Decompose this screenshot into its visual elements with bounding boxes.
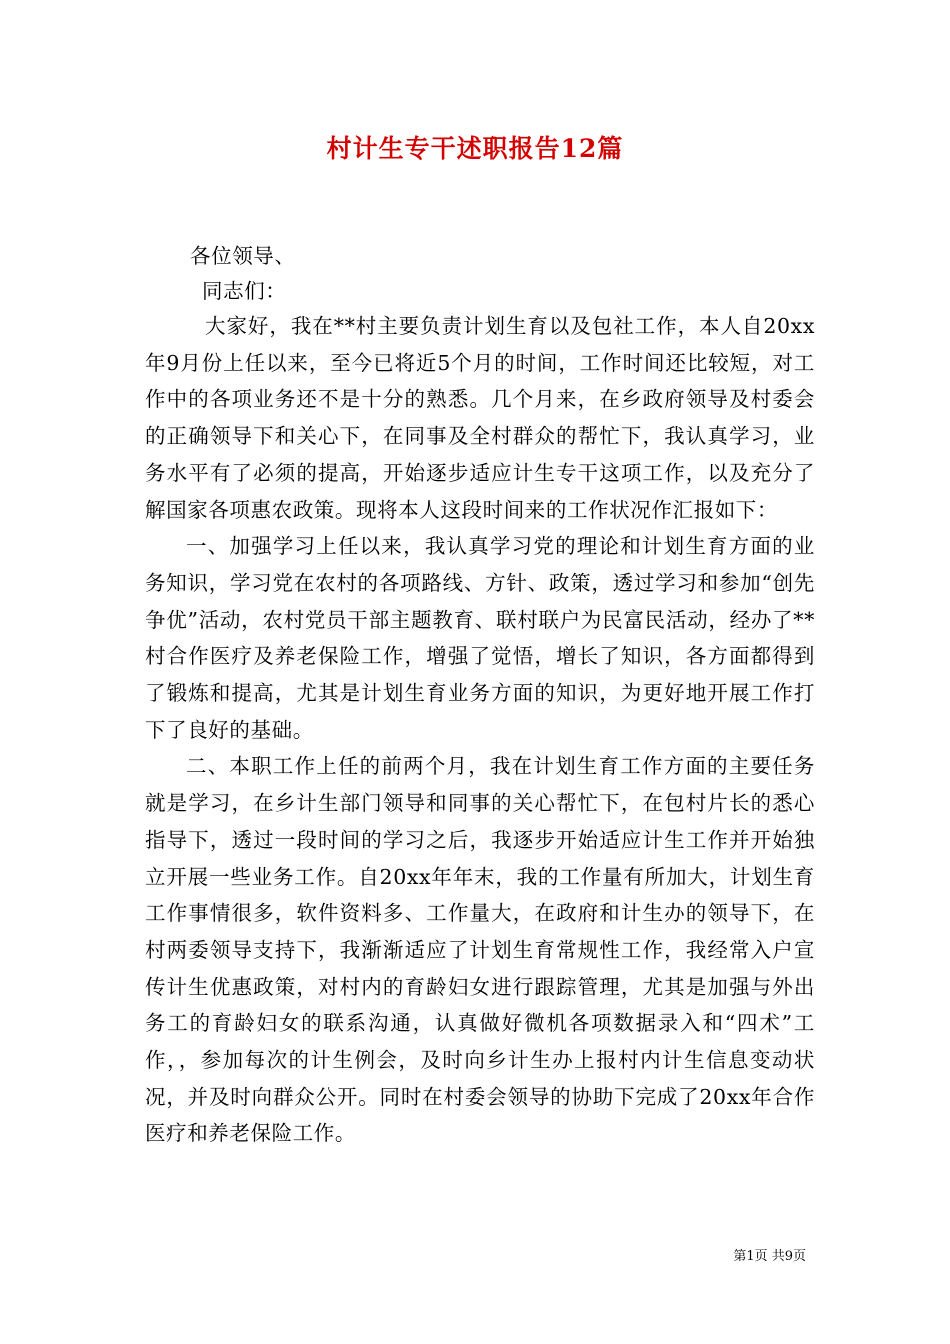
paragraph-duties: 二、本职工作上任的前两个月，我在计划生育工作方面的主要任务就是学习，在乡计生部门领导和同事的关心帮忙下，在包村片长的悉心指导下，透过一段时间的学习之后，我逐步开始适应计生工作并开始独立开展一些业务工作。自20xx年年末，我的工作量有所加大，计划生育工作事情很多，软件资料多、工作量大，在政府和计生办的领导下，在村两委领导支持下，我渐渐适应了计划生育常规性工作，我经常入户宣传计生优惠政策，对村内的育龄妇女进行跟踪管理，尤其是加强与外出务工的育龄妇女的联系沟通，认真做好微机各项数据录入和“四术”工作，，参加每次的计生例会，及时向乡计生办上报村内计生信息变动状况，并及时向群众公开。同时在村委会领导的协助下完成了20xx年合作医疗和养老保险工作。	[145, 754, 815, 1146]
salutation-leaders: 各位领导、	[190, 244, 296, 268]
document-title: 村计生专干述职报告12篇	[326, 134, 624, 163]
document-body	[145, 308, 815, 1152]
salutation-comrades: 同志们：	[202, 279, 287, 303]
paragraph-intro: 大家好，我在**村主要负责计划生育以及包社工作，本人自20xx年9月份上任以来，至今已将近5个月的时间，工作时间还比较短，对工作中的各项业务还不是十分的熟悉。几个月来，在乡政府领导及村委会的正确领导下和关心下，在同事及全村群众的帮忙下，我认真学习，业务水平有了必须的提高，开始逐步适应计生专干这项工作，以及充分了解国家各项惠农政策。现将本人这段时间来的工作状况作汇报如下：	[145, 314, 815, 522]
paragraph-study: 一、加强学习上任以来，我认真学习党的理论和计划生育方面的业务知识，学习党在农村的各项路线、方针、政策，透过学习和参加“创先争优”活动，农村党员干部主题教育、联村联户为民富民活动，经办了**村合作医疗及养老保险工作，增强了觉悟，增长了知识，各方面都得到了锻炼和提高，尤其是计划生育业务方面的知识，为更好地开展工作打下了良好的基础。	[145, 534, 815, 742]
page-number-footer: 第1页 共9页	[733, 1249, 806, 1264]
